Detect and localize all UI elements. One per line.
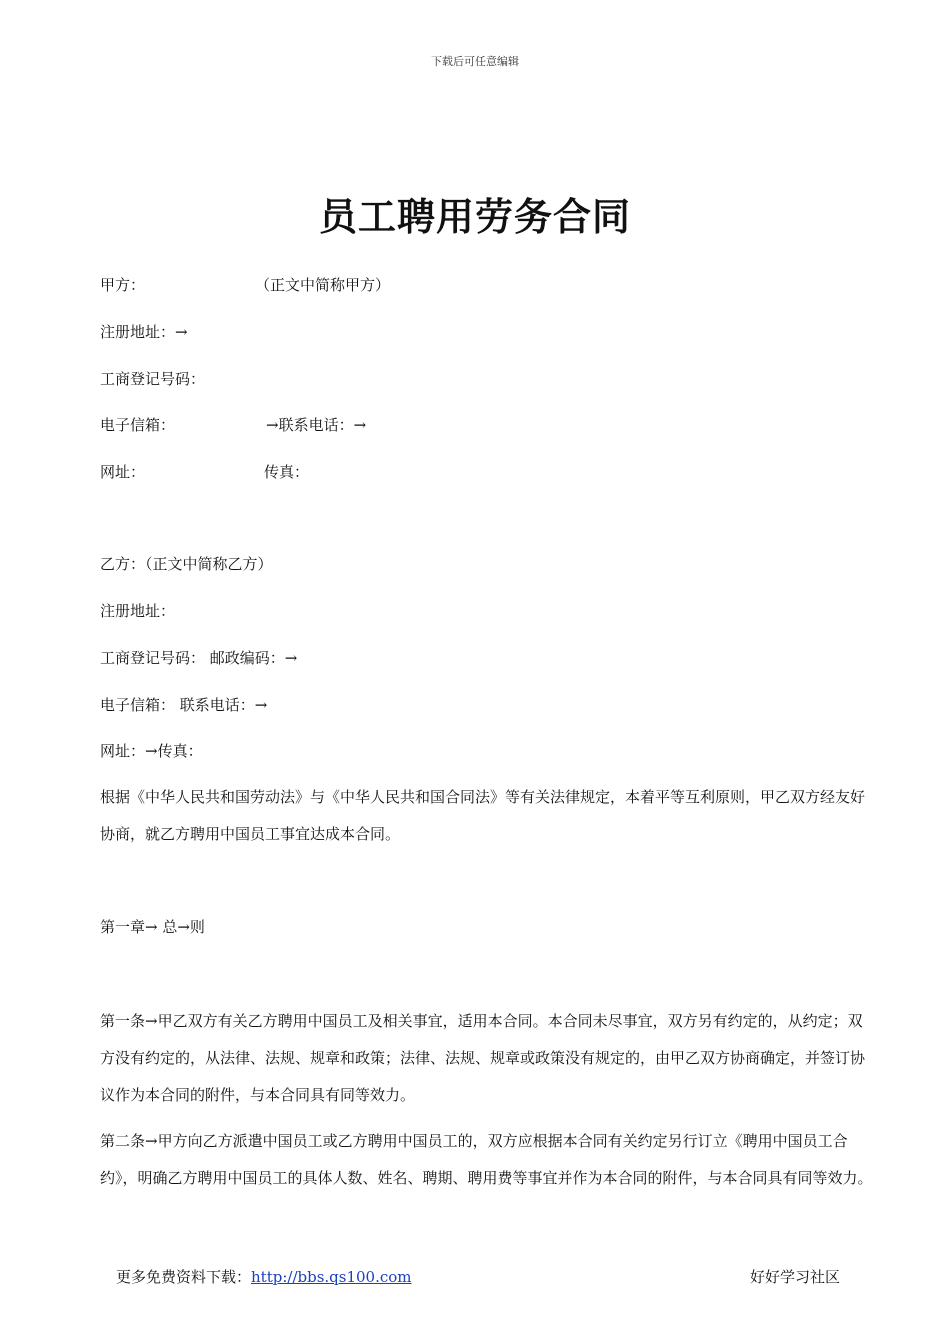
party-a-note: （正文中简称甲方） [255,276,391,294]
party-a-line [100,275,390,295]
footer-link[interactable]: http://bbs.qs100.com [251,1268,412,1286]
party-a-web-line [100,462,309,482]
footer-community: 好好学习社区 [750,1268,841,1286]
intro-paragraph: 根据《中华人民共和国劳动法》与《中华人民共和国合同法》等有关法律规定，本着平等互利原则，甲乙双方经友好协商，就乙方聘用中国员工事宜达成本合同。 [100,788,866,843]
article-1: 第一条→甲乙双方有关乙方聘用中国员工及相关事宜，适用本合同。本合同未尽事宜，双方另有约定的，从约定；双方没有约定的，从法律、法规、规章和政策；法律、法规、规章或政策没有规定的，由甲乙双方协商确定，并签订协议作为本合同的附件，与本合同具有同等效力。 [100,1012,866,1104]
party-a-fax: 传真： [264,463,310,481]
party-b-label: 乙方：（正文中简称乙方） [100,555,273,573]
party-a-contact-line [100,415,366,435]
party-b-business-reg: 工商登记号码： 邮政编码：→ [100,649,298,667]
party-a-email: 电子信箱： [100,416,176,434]
party-a-address: 注册地址：→ [100,323,188,341]
party-a-phone: →联系电话：→ [266,416,367,434]
footer-download [116,1266,412,1287]
article-2: 第二条→甲方向乙方派遣中国员工或乙方聘用中国员工的，双方应根据本合同有关约定另行订立《聘用中国员工合约》，明确乙方聘用中国员工的具体人数、姓名、聘期、聘用费等事宜并作为本合同的附件，与本合同具有同等效力。 [100,1132,873,1187]
document-title: 员工聘用劳务合同 [318,194,631,239]
party-a-business-reg: 工商登记号码： [100,370,206,388]
party-b-website-fax: 网址：→传真： [100,742,203,760]
page-header: 下载后可任意编辑 [431,55,519,68]
party-b-address: 注册地址： [100,602,176,620]
party-a-label: 甲方： [100,276,146,294]
footer-label: 更多免费资料下载： [116,1268,252,1286]
party-b-email-phone: 电子信箱： 联系电话：→ [100,696,268,714]
chapter-heading: 第一章→ 总→则 [100,918,205,936]
party-a-website: 网址： [100,463,146,481]
